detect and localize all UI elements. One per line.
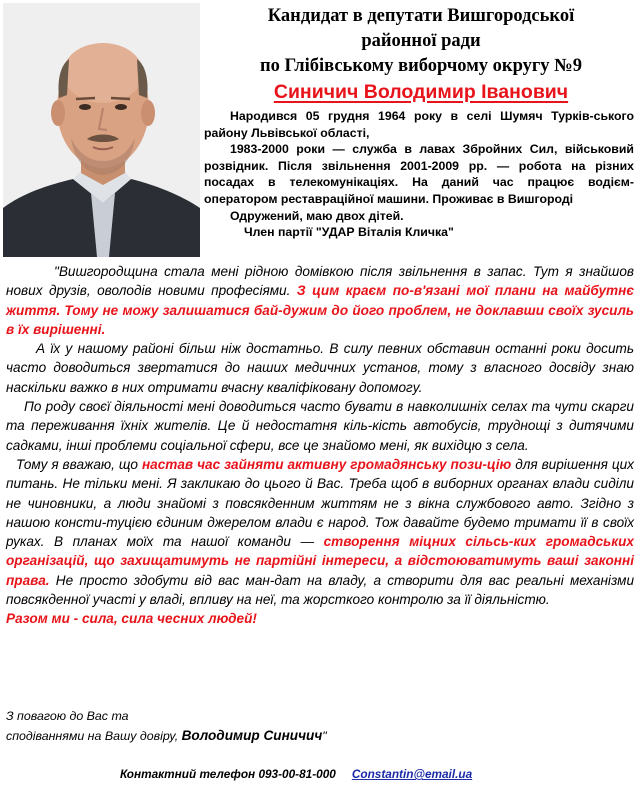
candidate-name	[205, 80, 637, 104]
appeal-p1-highlight: З цим краєм по-в'язані мої плани на майбутнє життя. Тому не можу залишатися бай-дужим до його проблем, не доклавши своїх зусиль в їх вирішенні.	[6, 283, 635, 337]
header-line-1: Кандидат в депутати Вишгородської	[267, 6, 575, 26]
bio-party: Член партії "УДАР Віталія Кличка"	[244, 225, 454, 240]
bio-career: 1983-2000 роки — служба в лавах Збройних Сил, військовий розвідник. Після звільнення 2001-2009 рр. — робота на різних посадах в телекомунікаціях. На даний час працює водієм-оператором реставраційної машини. Проживає в Вишгороді	[204, 142, 634, 206]
contact-phone: Контактний телефон 093-00-81-000	[120, 767, 336, 781]
appeal-paragraph-1	[6, 262, 634, 339]
signature-name: Володимир Синичич	[181, 728, 323, 743]
candidate-name-text: Синичич Володимир Іванович	[273, 81, 569, 103]
portrait-illustration	[3, 3, 200, 257]
appeal-slogan-line	[6, 609, 634, 628]
closing-text: сподіваннями на Вашу довіру,	[6, 729, 182, 743]
appeal-paragraph-2: А їх у нашому районі більш ніж достатньо. В силу певних обставин останні роки досить часто доводиться звертатися до наших медичних установ, тому з власного досвіду знаю наскільки важко в них отримати вчасну кваліфіковану допомогу.	[6, 341, 634, 395]
appeal-p4-text-b: для вирішення цих питань. Не тільки мені. Я закликаю до цього й Вас. Треба щоб в виборних органах влади сиділи не чиновники, а люди знайомі з повсякденним життям не з вікна службового авто. Згідно з нашою консти-туцією єдиним джерелом влади є народ. Тож давайте будемо тримати її в своїх руках. В планах моїх та нашої команди —	[6, 456, 634, 550]
candidate-photo	[3, 3, 200, 257]
contact-email-link[interactable]: Constantin@email.ua	[351, 767, 473, 781]
closing-line-1: З повагою до Вас та	[6, 709, 129, 723]
closing-line-2	[6, 726, 634, 746]
appeal-slogan: Разом ми - сила, сила чесних людей!	[6, 611, 257, 627]
closing-signature	[6, 706, 634, 746]
appeal-text	[6, 262, 634, 629]
header-line-3: по Глібівському виборчому округу №9	[260, 56, 582, 76]
appeal-paragraph-3: По роду своєї діяльності мені доводиться часто бувати в навколишніх селах та чути скарги та переживання їхніх жителів. Це й недостатня кіль-кість автобусів, труднощі з дитячими садками, інші проблеми соціальної сфери, все це знайомо мені, як вихідцю з села.	[6, 399, 634, 453]
appeal-p4-highlight-b: створення міцних сільсь-ких громадських організацій, що захищатимуть не партійні інтереси, а відстоюватимуть ваші законні права.	[6, 534, 634, 588]
appeal-paragraph-4	[6, 455, 634, 609]
biography	[204, 108, 634, 241]
contact-info	[120, 767, 620, 781]
header-title	[205, 4, 637, 79]
appeal-p1-text: "Вишгородщина стала мені рідною домівкою після звільнення в запас. Тут я знайшов нових друзів, оволодів новими професіями.	[6, 264, 634, 299]
appeal-p4-text-a: Тому я вважаю, що	[16, 456, 142, 472]
header-line-2: районної ради	[361, 31, 481, 51]
appeal-p4-text-c: Не просто здобути від вас ман-дат на владу, а створити для вас реальні механізми повсякденної участі у владі, впливу на неї, та жорсткого контролю за її діяльністю.	[6, 572, 634, 608]
closing-quote: "	[322, 729, 327, 743]
appeal-p4-highlight-a: настав час зайняти активну громадянську пози-цію	[141, 456, 512, 472]
bio-birth: Народився 05 грудня 1964 року в селі Шумяч Турків-ського району Львівської області,	[204, 109, 634, 140]
bio-family: Одружений, маю двох дітей.	[230, 208, 404, 223]
